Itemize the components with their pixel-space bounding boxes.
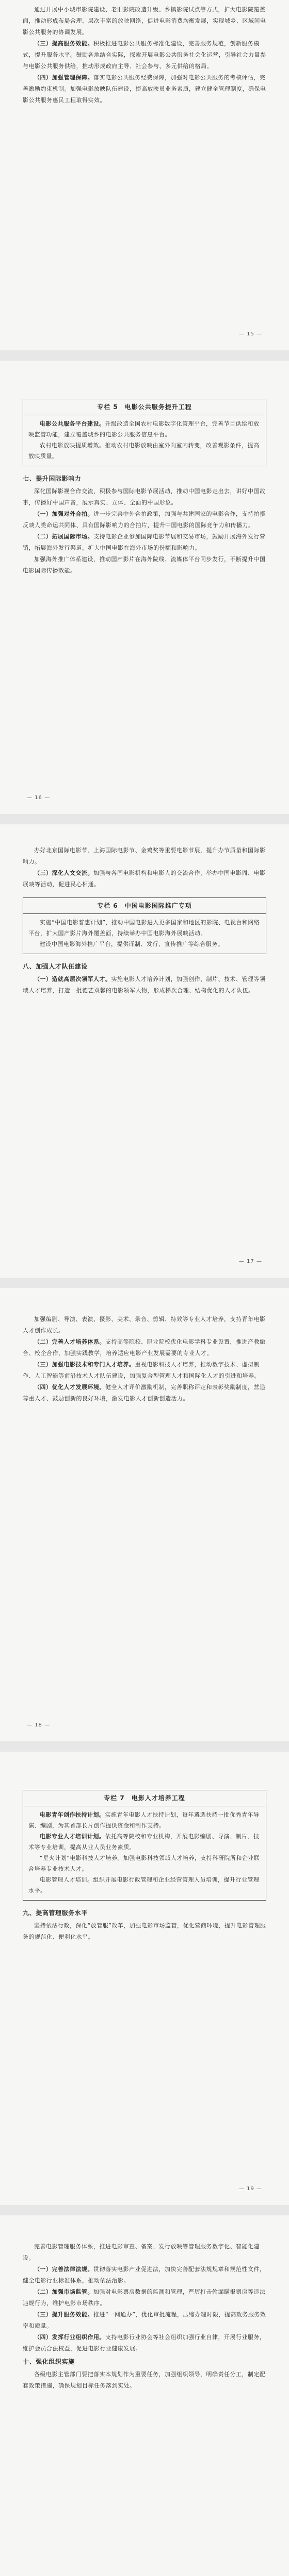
special-column-box xyxy=(23,1790,266,1901)
paragraph: 电影专业人才培训计划。依托高等院校和专业机构，开展电影编剧、导演、制片、技术等专业培训，提高从业人员业务素质。 xyxy=(28,1833,260,1851)
document-page-20 xyxy=(0,2215,289,2576)
paragraph: （四）优化人才发展环境。健全人才评价激励机制，完善职称评定和表彰奖励制度，营造尊重人才、鼓励创新的良好环境，激发电影人才创新创造活力。 xyxy=(23,1384,266,1402)
page-number: — 19 — xyxy=(238,2186,262,2192)
page-number: — 15 — xyxy=(238,331,262,337)
box-title: 专栏 5 电影公共服务提升工程 xyxy=(23,399,266,415)
paragraph: “星火计划”电影科技人才培养。加强电影科技领域人才培养，支持科研院所和企业联合培养专业技术人才。 xyxy=(28,1855,260,1872)
paragraph: 通过开展中小城市影院建设、老旧影院改造升级、乡镇影院试点等方式，扩大电影院覆盖面，推动形成布局合理、层次丰富的放映网络，促进电影消费均衡发展，实现城乡、区域间电影公共服务的协调发展。 xyxy=(23,6,266,36)
paragraph: （三）提升服务效能。推进“一网通办”，优化审批流程，压缩办理时限，提高政务服务效率和质量。 xyxy=(23,2311,266,2329)
document-page-18 xyxy=(0,1288,289,1741)
paragraph: （二）加强市场监管。加强对电影票房数据的监测和管理，严厉打击偷漏瞒报票房等违法违规行为，维护电影市场秩序。 xyxy=(23,2289,266,2307)
paragraph: 实施“中国电影普惠计划”，推动中国电影进入更多国家和地区的影院、电视台和网络平台，扩大国产影片海外覆盖面，持续举办中国电影海外展映活动。 xyxy=(28,919,260,937)
document-page-19 xyxy=(0,1752,289,2205)
paragraph: （二）拓展国际市场。支持电影企业参加国际电影节展和交易市场，鼓励开展海外发行营销，拓展海外发行渠道，扩大中国电影在海外市场的份额和影响力。 xyxy=(23,533,266,551)
special-column-box xyxy=(23,399,266,466)
box-title: 专栏 7 电影人才培养工程 xyxy=(23,1790,266,1806)
paragraph: 电影管理人才培训。组织开展电影行政管理和企业经营管理人员培训，提升行业管理水平。 xyxy=(28,1876,260,1894)
paragraph: 加强海外推广体系建设，推动国产影片在海外院线、流媒体平台同步发行，不断提升中国电影国际传播效能。 xyxy=(23,556,266,574)
paragraph: （四）加强管理保障。落实电影公共服务经费保障，加强对电影公共服务的考核评估，完善激励约束机制。加强电影放映队伍建设，提高放映员业务素质，建立健全管理制度，确保电影公共服务惠民工程取得实效。 xyxy=(23,74,266,104)
section-heading: 十、强化组织实施 xyxy=(23,2358,75,2365)
document-page-16 xyxy=(0,361,289,814)
paragraph: （三）加强电影技术和专门人才培养。重视电影科技人才培养，推动数字技术、虚拟制作、人工智能等前沿技术人才队伍建设，加强复合型管理人才和国际化人才的引进和培养。 xyxy=(23,1361,260,1379)
page-number: — 16 — xyxy=(27,795,51,801)
paragraph: 深化国际影视合作交流，积极参与国际电影节展活动，推动中国电影走出去，讲好中国故事，传播好中国声音，展示真实、立体、全面的中国形象。 xyxy=(23,488,266,506)
paragraph: 坚持依法行政，深化“放管服”改革，加强电影市场监管，优化营商环境，提升电影管理服务的规范化、便利化水平。 xyxy=(23,1922,266,1940)
paragraph: （一）加强对外合拍。进一步完善中外合拍政策，加强与共建国家的电影合作，支持拍摄反映人类命运共同体、具有国际影响力的合拍片，提升中国电影的国际竞争力和传播力。 xyxy=(23,511,266,529)
paragraph: （三）深化人文交流。加强与各国电影机构和电影人的交流合作，举办中国电影周、电影展映等活动，促进民心相通。 xyxy=(23,870,266,888)
paragraph: 电影青年创作扶持计划。实施青年电影人才扶持计划，每年遴选扶持一批优秀青年导演、编剧，为其首部长片创作提供资金和制作支持。 xyxy=(28,1811,260,1829)
paragraph: （一）造就高层次领军人才。实施电影人才培养计划，加强创作、制片、技术、管理等领域人才培养，打造一批德艺双馨的电影领军人物，形成梯次合理、结构优化的人才队伍。 xyxy=(23,976,266,994)
paragraph: 完善电影管理服务体系，推进电影审查、备案、发行放映等管理服务数字化、智能化建设。 xyxy=(23,2243,260,2261)
page-number: — 18 — xyxy=(27,1722,51,1728)
paragraph: 加强编剧、导演、表演、摄影、美术、录音、剪辑、特效等专业人才培养，支持青年电影人才创作成长。 xyxy=(23,1316,266,1334)
paragraph: 农村电影放映提质增效。推动农村电影放映由室外向室内转变，改善观影条件，提高放映质量。 xyxy=(28,442,260,460)
paragraph: （二）完善人才培养体系。支持高等院校、职业院校优化电影学科专业设置，推进产教融合、校企合作，加强实践教学，培养适应电影产业发展需要的专业人才。 xyxy=(23,1338,266,1357)
box-title: 专栏 6 中国电影国际推广专项 xyxy=(23,898,266,914)
section-heading: 七、提升国际影响力 xyxy=(23,475,82,482)
document-page-15 xyxy=(0,0,289,350)
page-number: — 17 — xyxy=(238,1259,262,1264)
paragraph: （三）提高服务效能。积极推进电影公共服务标准化建设，完善服务规范，创新服务模式，提升服务水平。鼓励各地结合实际，探索开展电影公共服务社会化运营，引导社会力量参与电影公共服务供给，推动形成政府主导、社会参与、多元供给的格局。 xyxy=(23,40,266,70)
paragraph: 电影公共服务平台建设。升级改造全国农村电影数字化管理平台，完善节目供给和放映监管功能，建立覆盖城乡的电影公共服务信息平台。 xyxy=(28,420,260,438)
paragraph: 办好北京国际电影节、上海国际电影节、金鸡奖等重要电影节展，提升办节质量和国际影响力。 xyxy=(23,847,266,865)
special-column-box xyxy=(23,897,266,954)
paragraph: （一）完善法律法规。贯彻落实电影产业促进法，加快完善配套法规规章和规范性文件，健全电影行业标准体系，推动依法治影。 xyxy=(23,2266,266,2284)
section-heading: 九、提高管理服务水平 xyxy=(23,1909,88,1917)
document-page-17 xyxy=(0,824,289,1278)
paragraph: 建设中国电影海外推广平台，提供译制、发行、宣传推广等综合服务。 xyxy=(40,941,224,947)
paragraph: （四）发挥行业组织作用。支持电影行业协会等社会组织加强行业自律，开展行业服务，维护会员合法权益，促进电影行业健康发展。 xyxy=(23,2334,266,2352)
paragraph: 各级电影主管部门要把落实本规划作为重要任务，加强组织领导，明确责任分工，制定配套政策措施，确保规划目标任务落到实处。 xyxy=(23,2371,266,2389)
section-heading: 八、加强人才队伍建设 xyxy=(23,963,88,970)
